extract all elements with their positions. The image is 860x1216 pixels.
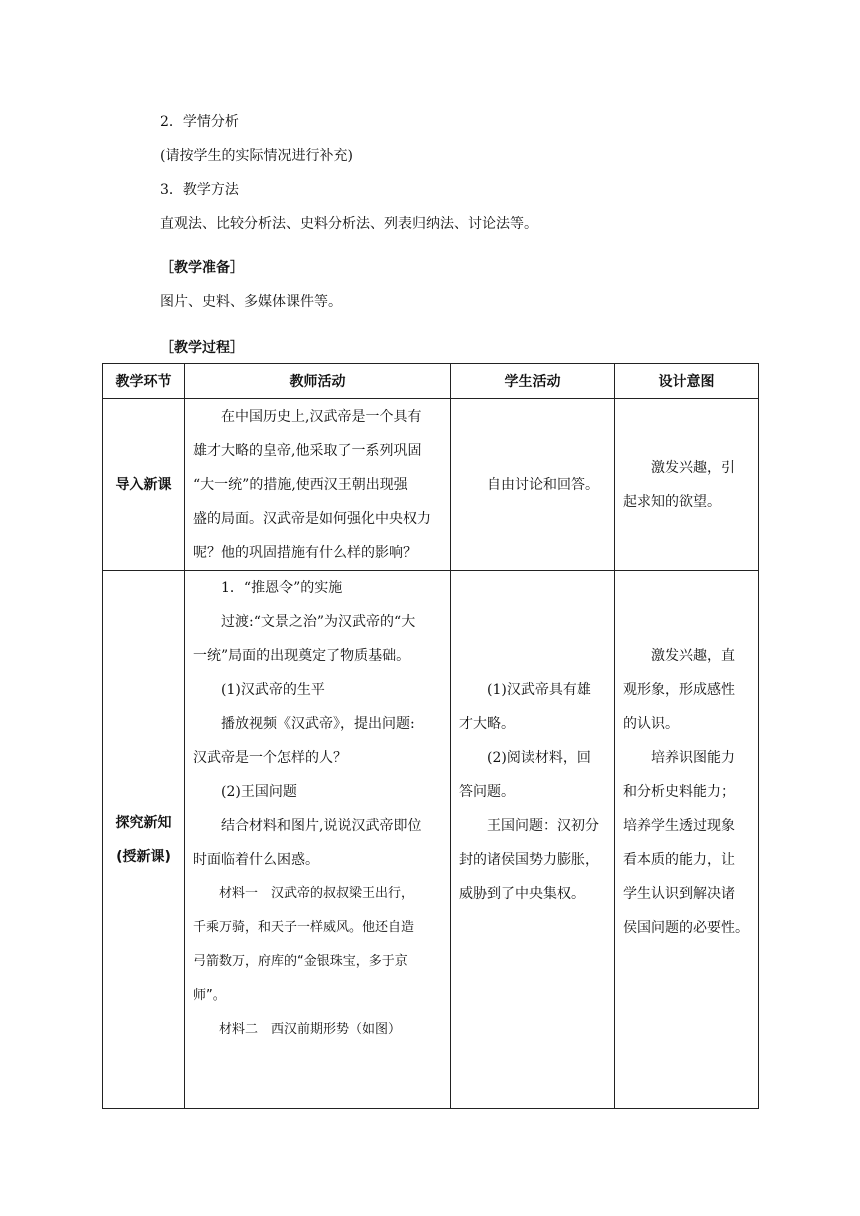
text-line: 材料二 西汉前期形势（如图）	[219, 1022, 402, 1037]
text-line: 起求知的欲望。	[623, 493, 721, 510]
teacher-activity-new	[185, 571, 451, 1109]
text-line: 培养识图能力	[651, 750, 735, 766]
section-2-title: 2．学情分析	[160, 114, 239, 130]
text-line: (1)汉武帝的生平	[221, 682, 325, 698]
text-line: (1)汉武帝具有雄	[487, 682, 591, 698]
teacher-activity-intro	[185, 399, 451, 571]
text-line: 威胁到了中央集权。	[459, 886, 585, 902]
text-line: 结合材料和图片,说说汉武帝即位	[221, 818, 422, 834]
teaching-methods: 直观法、比较分析法、史料分析法、列表归纳法、讨论法等。	[160, 216, 538, 232]
table-row	[103, 399, 759, 571]
prep-title: ［教学准备］	[160, 260, 244, 276]
text-line: 师”。	[193, 988, 226, 1003]
student-activity-new	[451, 571, 615, 1109]
text-line: 答问题。	[459, 784, 515, 800]
stage-line: 探究新知	[115, 814, 172, 831]
text-line: 一统”局面的出现奠定了物质基础。	[193, 648, 411, 664]
text-line: 1．“推恩令”的实施	[221, 580, 343, 596]
stage-intro: 导入新课	[103, 399, 185, 571]
text-line: 封的诸侯国势力膨胀，	[459, 852, 599, 868]
text-line: 时面临着什么困惑。	[193, 852, 319, 868]
table-row	[103, 571, 759, 1109]
process-title: ［教学过程］	[160, 340, 244, 356]
stage-line: (授新课)	[116, 848, 171, 865]
text-line: 千乘万骑，和天子一样威风。他还自造	[193, 920, 415, 935]
text-line: 材料一 汉武帝的叔叔梁王出行，	[219, 886, 415, 901]
student-activity-intro	[451, 399, 615, 571]
text-line: 王国问题：汉初分	[487, 818, 599, 834]
text-line: (2)王国问题	[221, 784, 297, 800]
section-3-title: 3．教学方法	[160, 182, 239, 198]
text-line: 学生认识到解决诸	[623, 886, 735, 902]
prep-text: 图片、史料、多媒体课件等。	[160, 294, 342, 310]
text-line: 汉武帝是一个怎样的人？	[193, 750, 347, 766]
text-line: (2)阅读材料，回	[487, 750, 591, 766]
teaching-process-table	[102, 363, 759, 1109]
text-line: 弓箭数万，府库的“金银珠宝，多于京	[193, 954, 408, 969]
table-header-row	[103, 364, 759, 399]
design-intent-intro	[615, 399, 759, 571]
header-student: 学生活动	[451, 364, 615, 399]
text-line: 侯国问题的必要性。	[623, 920, 749, 936]
text-line: 过渡:“文景之治”为汉武帝的“大	[221, 614, 416, 630]
text-line: 盛的局面。汉武帝是如何强化中央权力	[193, 510, 431, 527]
text-line: 培养学生透过现象	[623, 818, 735, 834]
text-line: 在中国历史上,汉武帝是一个具有	[221, 408, 422, 425]
text-line: 才大略。	[459, 716, 515, 732]
text-line: 激发兴趣，直	[651, 648, 735, 664]
header-intent: 设计意图	[615, 364, 759, 399]
text-line: “大一统”的措施,使西汉王朝出现强	[193, 476, 408, 493]
text-line: 的认识。	[623, 716, 679, 732]
header-stage: 教学环节	[103, 364, 185, 399]
text-line: 呢？他的巩固措施有什么样的影响？	[193, 544, 417, 561]
section-2-note: (请按学生的实际情况进行补充)	[160, 148, 353, 164]
design-intent-new	[615, 571, 759, 1109]
text-line: 播放视频《汉武帝》，提出问题:	[221, 716, 415, 732]
text-line: 和分析史料能力；	[623, 784, 735, 800]
header-teacher: 教师活动	[185, 364, 451, 399]
text-line: 看本质的能力，让	[623, 852, 735, 868]
text-line: 观形象，形成感性	[623, 682, 735, 698]
text-line: 自由讨论和回答。	[487, 476, 599, 493]
stage-new-knowledge	[103, 571, 185, 1109]
text-line: 激发兴趣，引	[651, 459, 735, 476]
text-line: 雄才大略的皇帝,他采取了一系列巩固	[193, 442, 422, 459]
